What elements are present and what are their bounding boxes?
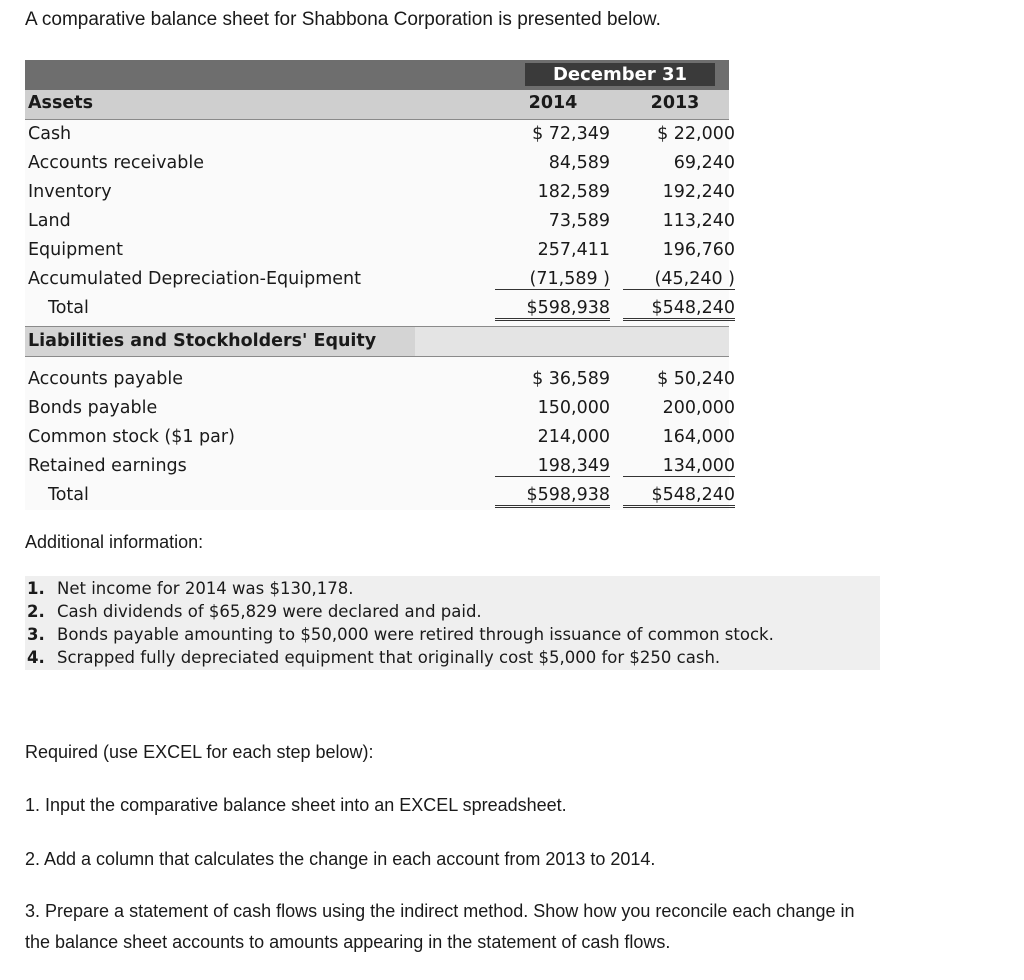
total-2013: $548,240 <box>623 298 735 321</box>
value-2013: (45,240 ) <box>623 269 735 290</box>
row-label: Retained earnings <box>28 456 187 476</box>
total-label: Total <box>48 298 89 318</box>
row-label: Bonds payable <box>28 398 158 418</box>
total-2014: $598,938 <box>495 485 610 508</box>
row-label: Accounts payable <box>28 369 183 389</box>
list-item <box>25 600 880 623</box>
value-2014: 84,589 <box>548 153 610 173</box>
required-step: 1. Input the comparative balance sheet into an EXCEL spreadsheet. <box>25 795 567 815</box>
item-number: 2. <box>27 602 45 621</box>
row-label: Cash <box>28 124 72 144</box>
value-2014: 214,000 <box>537 427 610 447</box>
value-2014: (71,589 ) <box>495 269 610 290</box>
required-title: Required (use EXCEL for each step below): <box>25 742 374 762</box>
assets-header-row <box>25 90 729 120</box>
item-number: 1. <box>27 579 45 598</box>
list-item <box>25 646 880 669</box>
row-label: Common stock ($1 par) <box>28 427 235 447</box>
required-step: 2. Add a column that calculates the change in each account from 2013 to 2014. <box>25 849 656 869</box>
date-header: December 31 <box>525 63 715 86</box>
table-row <box>25 178 735 207</box>
assets-total-row <box>25 294 735 323</box>
table-row <box>25 236 735 265</box>
table-row <box>25 365 735 394</box>
table-row <box>25 394 735 423</box>
row-label: Equipment <box>28 240 123 260</box>
total-2013: $548,240 <box>623 485 735 508</box>
value-2013: 134,000 <box>623 456 735 477</box>
balance-sheet-table <box>25 60 735 510</box>
row-label: Accounts receivable <box>28 153 204 173</box>
liabilities-header: Liabilities and Stockholders' Equity <box>28 331 377 351</box>
item-text: Net income for 2014 was $130,178. <box>57 579 354 598</box>
row-label: Inventory <box>28 182 112 202</box>
value-2014: 182,589 <box>537 182 610 202</box>
row-label: Land <box>28 211 71 231</box>
table-row <box>25 207 735 236</box>
value-2013: 113,240 <box>662 211 735 231</box>
value-2014: 73,589 <box>548 211 610 231</box>
assets-header: Assets <box>28 93 94 113</box>
item-number: 4. <box>27 648 45 667</box>
table-row <box>25 149 735 178</box>
table-row <box>25 120 735 149</box>
table-row <box>25 423 735 452</box>
value-2014: 150,000 <box>537 398 610 418</box>
value-2013: $ 50,240 <box>657 369 735 389</box>
value-2013: 69,240 <box>673 153 735 173</box>
value-2014: 198,349 <box>495 456 610 477</box>
intro-text: A comparative balance sheet for Shabbona Corporation is presented below. <box>25 9 661 30</box>
value-2013: 192,240 <box>662 182 735 202</box>
table-row <box>25 265 735 294</box>
liabilities-total-row <box>25 481 735 510</box>
list-item <box>25 623 880 646</box>
item-text: Bonds payable amounting to $50,000 were retired through issuance of common stock. <box>57 625 774 644</box>
row-label: Accumulated Depreciation-Equipment <box>28 269 361 289</box>
value-2013: 200,000 <box>662 398 735 418</box>
value-2013: 196,760 <box>662 240 735 260</box>
liabilities-header-row <box>25 326 729 357</box>
year-2013-header: 2013 <box>650 93 700 113</box>
value-2014: $ 36,589 <box>532 369 610 389</box>
table-header-band <box>25 60 729 90</box>
additional-info-title: Additional information: <box>25 532 204 552</box>
item-text: Cash dividends of $65,829 were declared and paid. <box>57 602 482 621</box>
value-2013: 164,000 <box>662 427 735 447</box>
additional-info-list <box>25 576 880 670</box>
total-2014: $598,938 <box>495 298 610 321</box>
total-label: Total <box>48 485 89 505</box>
item-text: Scrapped fully depreciated equipment that originally cost $5,000 for $250 cash. <box>57 648 721 667</box>
item-number: 3. <box>27 625 45 644</box>
required-step: 3. Prepare a statement of cash flows using the indirect method. Show how you reconcile each change in <box>25 901 855 921</box>
value-2014: 257,411 <box>537 240 610 260</box>
table-row <box>25 452 735 481</box>
value-2013: $ 22,000 <box>657 124 735 144</box>
value-2014: $ 72,349 <box>532 124 610 144</box>
year-2014-header: 2014 <box>528 93 578 113</box>
list-item <box>25 577 880 600</box>
required-step: the balance sheet accounts to amounts appearing in the statement of cash flows. <box>25 932 671 952</box>
